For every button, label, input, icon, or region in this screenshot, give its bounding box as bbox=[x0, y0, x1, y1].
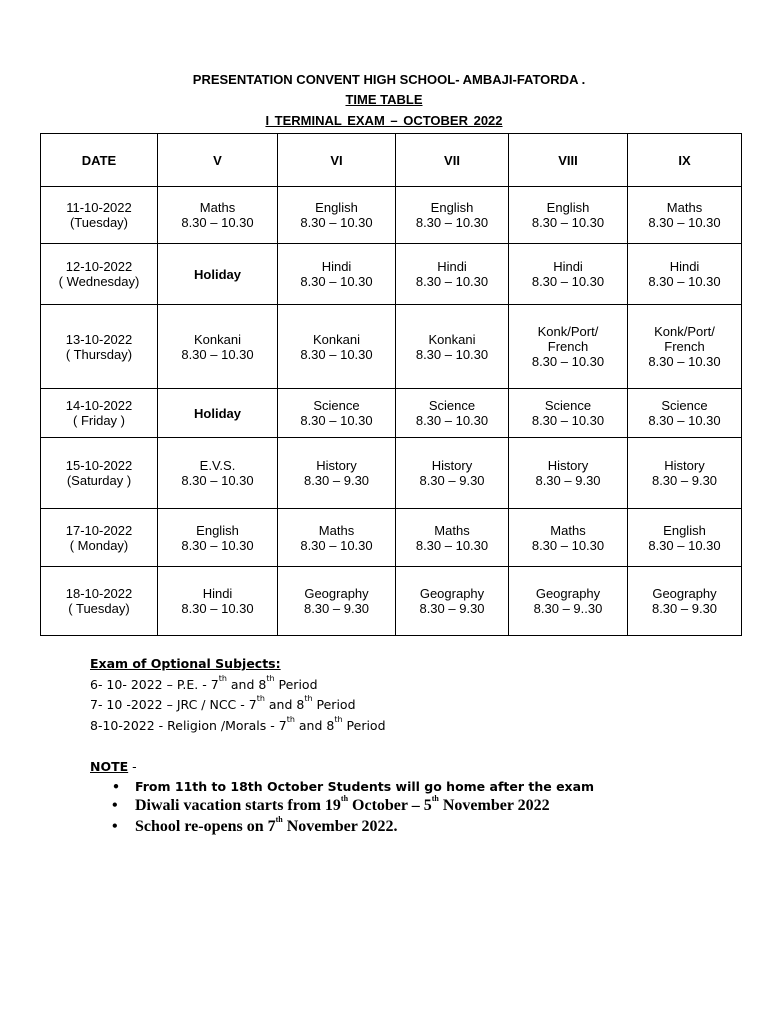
exam-cell: History 8.30 – 9.30 bbox=[628, 438, 742, 509]
exam-cell: Maths 8.30 – 10.30 bbox=[628, 187, 742, 244]
optional-subjects-title: Exam of Optional Subjects: bbox=[90, 656, 281, 671]
exam-cell: Maths 8.30 – 10.30 bbox=[158, 187, 278, 244]
note-list bbox=[112, 779, 594, 839]
exam-cell: History 8.30 – 9.30 bbox=[509, 438, 628, 509]
note-label: NOTE bbox=[90, 759, 129, 774]
exam-cell: Science 8.30 – 10.30 bbox=[396, 389, 509, 438]
optional-line: 6- 10- 2022 – P.E. - 7th and 8th Period bbox=[90, 674, 318, 692]
table-header-row bbox=[41, 134, 742, 187]
table-row bbox=[41, 509, 742, 567]
exam-cell: Geography 8.30 – 9..30 bbox=[509, 567, 628, 636]
school-name: PRESENTATION CONVENT HIGH SCHOOL- AMBAJI-FATORDA . bbox=[192, 72, 586, 87]
date-cell: 12-10-2022 ( Wednesday) bbox=[41, 244, 158, 305]
exam-cell: Holiday bbox=[158, 389, 278, 438]
exam-cell: Science 8.30 – 10.30 bbox=[509, 389, 628, 438]
date-cell: 17-10-2022 ( Monday) bbox=[41, 509, 158, 567]
optional-line: 8-10-2022 - Religion /Morals - 7th and 8th Period bbox=[90, 715, 386, 733]
exam-cell: History 8.30 – 9.30 bbox=[278, 438, 396, 509]
date-cell: 14-10-2022 ( Friday ) bbox=[41, 389, 158, 438]
exam-cell: Konk/Port/ French 8.30 – 10.30 bbox=[509, 305, 628, 389]
column-header: VI bbox=[278, 134, 396, 187]
column-header: DATE bbox=[41, 134, 158, 187]
exam-cell: Konk/Port/ French 8.30 – 10.30 bbox=[628, 305, 742, 389]
date-cell: 11-10-2022 (Tuesday) bbox=[41, 187, 158, 244]
exam-cell: English 8.30 – 10.30 bbox=[509, 187, 628, 244]
exam-cell: E.V.S. 8.30 – 10.30 bbox=[158, 438, 278, 509]
exam-cell: Konkani 8.30 – 10.30 bbox=[158, 305, 278, 389]
column-header: V bbox=[158, 134, 278, 187]
note-item: • Diwali vacation starts from 19th October – 5th November 2022 bbox=[112, 797, 594, 818]
exam-cell: Geography 8.30 – 9.30 bbox=[278, 567, 396, 636]
optional-line: 7- 10 -2022 – JRC / NCC - 7th and 8th Period bbox=[90, 694, 356, 712]
table-row bbox=[41, 567, 742, 636]
note-item: • School re-opens on 7th November 2022. bbox=[112, 818, 594, 839]
exam-cell: Hindi 8.30 – 10.30 bbox=[158, 567, 278, 636]
exam-cell: Hindi 8.30 – 10.30 bbox=[396, 244, 509, 305]
exam-cell: English 8.30 – 10.30 bbox=[158, 509, 278, 567]
table-row bbox=[41, 187, 742, 244]
table-row bbox=[41, 389, 742, 438]
exam-cell: Geography 8.30 – 9.30 bbox=[396, 567, 509, 636]
column-header: VII bbox=[396, 134, 509, 187]
date-cell: 13-10-2022 ( Thursday) bbox=[41, 305, 158, 389]
exam-cell: Science 8.30 – 10.30 bbox=[628, 389, 742, 438]
exam-cell: Maths 8.30 – 10.30 bbox=[509, 509, 628, 567]
exam-cell: Hindi 8.30 – 10.30 bbox=[278, 244, 396, 305]
table-row bbox=[41, 244, 742, 305]
table-row bbox=[41, 305, 742, 389]
exam-cell: Maths 8.30 – 10.30 bbox=[396, 509, 509, 567]
exam-cell: History 8.30 – 9.30 bbox=[396, 438, 509, 509]
date-cell: 18-10-2022 ( Tuesday) bbox=[41, 567, 158, 636]
exam-cell: Science 8.30 – 10.30 bbox=[278, 389, 396, 438]
exam-cell: Hindi 8.30 – 10.30 bbox=[509, 244, 628, 305]
table-row bbox=[41, 438, 742, 509]
exam-cell: Geography 8.30 – 9.30 bbox=[628, 567, 742, 636]
exam-cell: Holiday bbox=[158, 244, 278, 305]
column-header: IX bbox=[628, 134, 742, 187]
date-cell: 15-10-2022 (Saturday ) bbox=[41, 438, 158, 509]
page-title: TIME TABLE bbox=[345, 92, 423, 107]
exam-cell: English 8.30 – 10.30 bbox=[278, 187, 396, 244]
exam-cell: Konkani 8.30 – 10.30 bbox=[396, 305, 509, 389]
note-item: • From 11th to 18th October Students will go home after the exam bbox=[112, 779, 594, 797]
exam-cell: Maths 8.30 – 10.30 bbox=[278, 509, 396, 567]
exam-cell: Hindi 8.30 – 10.30 bbox=[628, 244, 742, 305]
exam-title: I TERMINAL EXAM – OCTOBER 2022 bbox=[265, 113, 503, 128]
note-heading: NOTE - bbox=[90, 759, 137, 774]
exam-cell: English 8.30 – 10.30 bbox=[396, 187, 509, 244]
exam-cell: English 8.30 – 10.30 bbox=[628, 509, 742, 567]
column-header: VIII bbox=[509, 134, 628, 187]
exam-cell: Konkani 8.30 – 10.30 bbox=[278, 305, 396, 389]
timetable bbox=[40, 133, 742, 636]
